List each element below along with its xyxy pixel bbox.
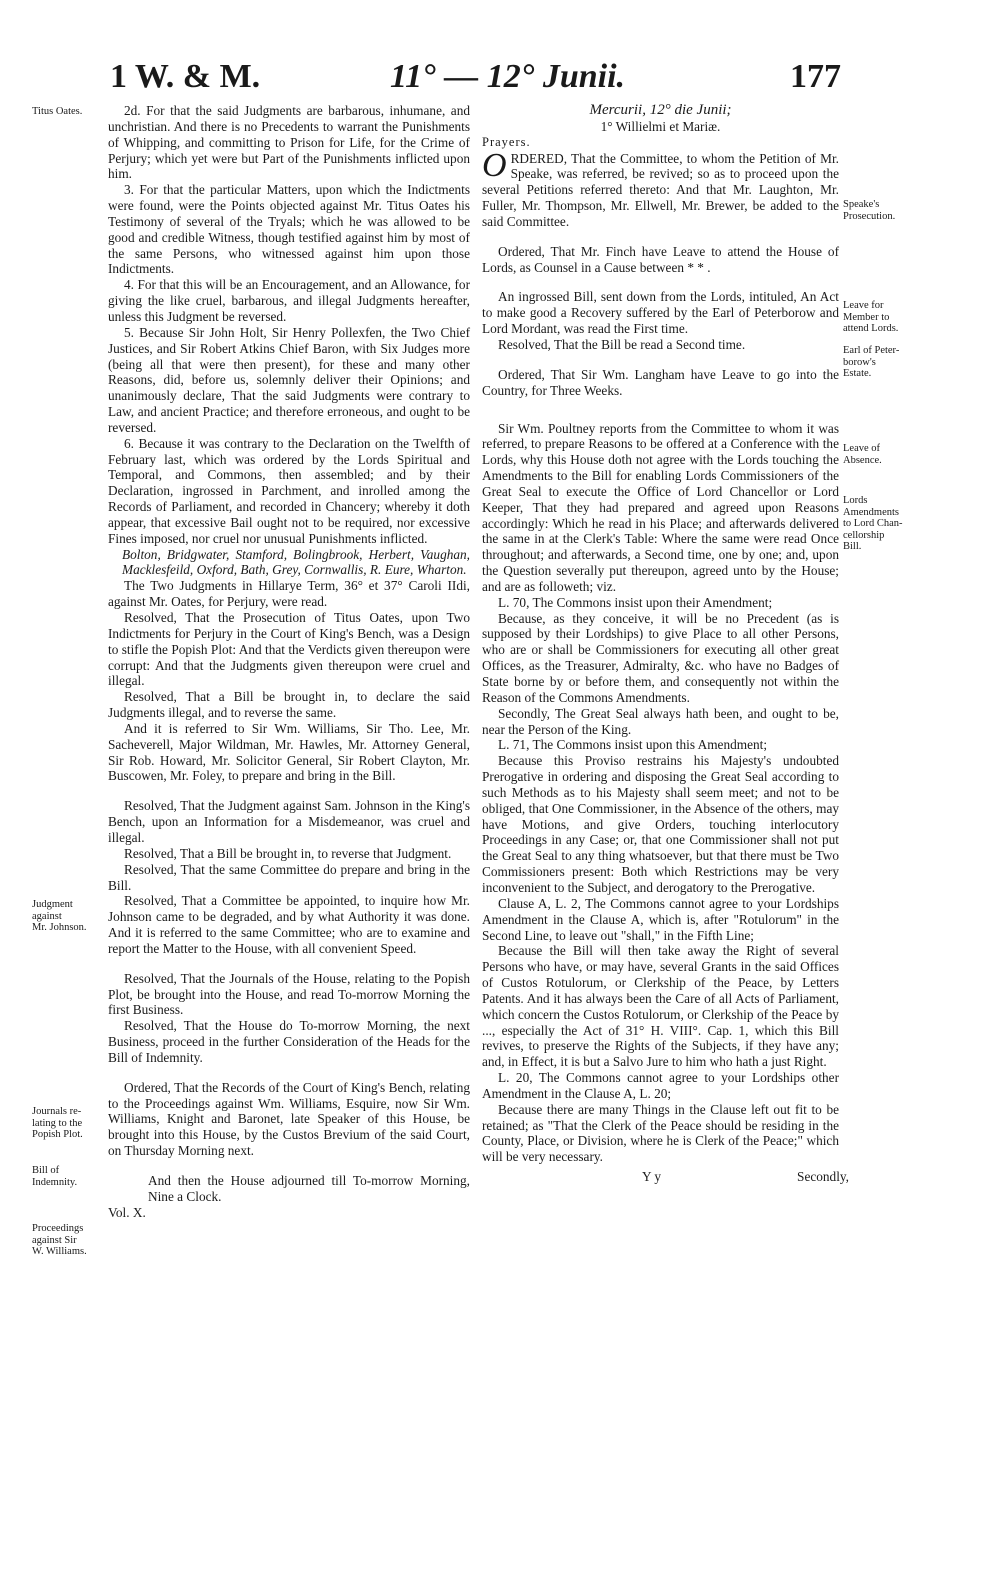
resolution-bill-oates: Resolved, That a Bill be brought in, to declare the said Judgments illegal, and to reverse the same. bbox=[108, 689, 470, 721]
resolution-same-committee: Resolved, That the same Committee do prepare and bring in the Bill. bbox=[108, 861, 470, 893]
signatory-lords: Bolton, Bridgwater, Stamford, Bolingbrook, Herbert, Vaughan, Macklesfeild, Oxford, Bath, Grey, Cornwallis, R. Eure, Wharton. bbox=[122, 546, 470, 578]
running-head-reign: 1 W. & M. bbox=[110, 58, 261, 95]
reason-fourth: 4. For that this will be an Encouragement, and an Allowance, for giving the like cruel, barbarous, and illegal Judgments hereafter, unless this Judgment be reversed. bbox=[108, 277, 470, 324]
resolution-second-reading: Resolved, That the Bill be read a Second time. bbox=[498, 336, 746, 352]
resolution-journals: Resolved, That the Journals of the House, relating to the Popish Plot, be brought into the House, and read To-morrow Morning the first Business. bbox=[108, 970, 470, 1018]
reason-great-seal: Secondly, The Great Seal always hath been, and ought to be, near the Person of the King. bbox=[482, 705, 839, 737]
reason-second: 2d. For that the said Judgments are barbarous, inhumane, and unchristian. And there is no Precedents to warrant the Punishments of Whipping, and committing to Prison for Life, for the Crime of Perjury; which yet were but Part of the Punishments inflicted upon him. bbox=[108, 103, 470, 182]
right-column bbox=[482, 102, 849, 1187]
sitting-date: Mercurii, 12° die Junii; bbox=[589, 102, 732, 118]
resolution-reverse-bill: Resolved, That a Bill be brought in, to reverse that Judgment. bbox=[124, 845, 452, 861]
regnal-year: 1° Willielmi et Mariæ. bbox=[600, 118, 721, 134]
drop-cap: O bbox=[482, 146, 507, 184]
margin-note-judgment-johnson: Judgment against Mr. Johnson. bbox=[32, 899, 87, 933]
margin-note-lords-amendments: Lords Amendments to Lord Chan- cellorship Bill. bbox=[843, 495, 903, 552]
margin-note-speake: Speake's Prosecution. bbox=[843, 199, 896, 222]
page-number: 177 bbox=[790, 58, 841, 95]
reason-l71: Because this Proviso restrains his Majesty's undoubted Prerogative in ordering and disposing the Great Seal according to such Methods as to his Majesty shall seem meet; and not to be obliged, that One Commissioner, in the Absence of the others, may have Motions, and give Orders, touching interlocutory Proceedings in any Case; or, that one Commissioner shall not put the Great Seal to any thing whatsoever, but that there must be Two Commissioners present: Both which Restrictions may be very inconvenient to the Subject, and derogatory to the Prerogative. bbox=[482, 753, 839, 895]
resolution-johnson-judgment: Resolved, That the Judgment against Sam. Johnson in the King's Bench, upon an Information for a Misdemeanor, was cruel and illegal. bbox=[108, 798, 470, 845]
margin-note-peterborow: Earl of Peter- borow's Estate. bbox=[843, 345, 900, 379]
reason-third: 3. For that the particular Matters, upon which the Indictments were found, were the Points objected against Mr. Titus Oates his Testimony of several of the Tryals; which he was allowed to be good and credible Witness, though testified against him by most of the same Persons, who witnessed against him upon those Indictments. bbox=[108, 182, 470, 277]
margin-note-leave-absence: Leave of Absence. bbox=[843, 443, 882, 466]
judgments-read: The Two Judgments in Hillarye Term, 36° et 37° Caroli IIdi, against Mr. Oates, for Perjury, were read. bbox=[108, 578, 470, 610]
resolution-oates-prosecution: Resolved, That the Prosecution of Titus Oates, upon Two Indictments for Perjury in the Court of King's Bench, was a Design to stifle the Popish Plot: And that the Verdicts given thereupon were corrupt: And that the Judgments given thereupon were cruel and illegal. bbox=[108, 610, 470, 689]
running-head-dates: 11° — 12° Junii. bbox=[390, 58, 626, 95]
clause-a-l2: Clause A, L. 2, The Commons cannot agree to your Lordships Amendment in the Clause A, which is, after "Rotulorum" in the Second Line, to leave out "shall," in the Fifth Line; bbox=[482, 895, 839, 943]
order-finch-leave: Ordered, That Mr. Finch have Leave to attend the House of Lords, as Counsel in a Cause between * * . bbox=[482, 243, 839, 275]
committee-referral: And it is referred to Sir Wm. Williams, Sir Tho. Lee, Mr. Sacheverell, Major Wildman, Mr. Hawles, Mr. Attorney General, Sir Rob. Howard, Mr. Solicitor General, Sir Robert Clayton, Mr. Buscowen, Mr. Foley, to prepare and bring in the Bill. bbox=[108, 720, 470, 784]
left-column bbox=[108, 103, 470, 1221]
order-speake-committee: ORDERED, That the Committee, to whom the Petition of Mr. Speake, was referred, be revived; so as to proceed upon the several Petitions referred thereto: And that Mr. Laughton, Mr. Fuller, Mr. Thompson, Mr. Ellwell, Mr. Brewer, be added to the said Committee. bbox=[482, 146, 839, 229]
amendment-l70: L. 70, The Commons insist upon their Amendment; bbox=[498, 594, 773, 610]
peterborow-bill: An ingrossed Bill, sent down from the Lords, intituled, An Act to make good a Recovery suffered by the Earl of Peterborow and Lord Mordant, was read the First time. bbox=[482, 289, 839, 337]
poultney-report: Sir Wm. Poultney reports from the Committee to whom it was referred, to prepare Reasons to be offered at a Conference with the Lords, why this House doth not agree with the Lords touching the Amendments to the Bill for enabling Lords Commissioners of the Great Seal to execute the Office of Lord Chancellor or Lord Keeper, That they had prepared and agreed upon Reasons accordingly: Which he read in his Place; and afterwards delivered the same in at the Clerk's Table: Where the same were read Once throughout; and afterwards, a Second time, one by one; and, upon the Question severally put thereupon, agreed unto by the House; and are as followeth; viz. bbox=[482, 420, 839, 594]
reason-fifth: 5. Because Sir John Holt, Sir Henry Pollexfen, the Two Chief Justices, and Sir Robert Atkins Chief Baron, with Six Judges more (being all that were then present), for these and many other Reasons, did, before us, solemnly deliver their Opinions; and unanimously declare, That the said Judgments were contrary to Law, and ancient Practice; and therefore erroneous, and ought to be reversed. bbox=[108, 324, 470, 435]
margin-note-titus-oates: Titus Oates. bbox=[32, 106, 83, 117]
signature-mark: Y y bbox=[642, 1169, 662, 1185]
resolution-indemnity: Resolved, That the House do To-morrow Morning, the next Business, proceed in the further Consideration of the Heads for the Bill of Indemnity. bbox=[108, 1018, 470, 1065]
amendment-l71: L. 71, The Commons insist upon this Amendment; bbox=[498, 737, 768, 753]
resolution-degradation-inquiry: Resolved, That a Committee be appointed, to inquire how Mr. Johnson came to be degraded, and by what Authority it was done. And it is referred to the same Committee; who are to examine and report the Matter to the House, with all convenient Speed. bbox=[108, 893, 470, 956]
volume-signature: Vol. X. bbox=[108, 1204, 146, 1220]
margin-note-leave-member: Leave for Member to attend Lords. bbox=[843, 300, 899, 334]
adjournment: And then the House adjourned till To-morrow Morning, Nine a Clock. bbox=[148, 1173, 470, 1204]
reason-clause-a-l2: Because the Bill will then take away the Right of several Persons who have, or may have, several Grants in the said Offices of Custos Rotulorum, or Clerkship of the Peace, by Letters Patents. And it has always been the Care of all Acts of Parliament, which concern the Custos Rotulorum, or Clerkship of the Peace by ..., especially the Act of 31° H. VIII°. Cap. 1, which this Bill revives, to preserve the Rights of the Subjects, if they have any; and, in Effect, it is but a Salvo Jure to him who hath a just Right. bbox=[482, 943, 839, 1070]
margin-note-proceedings-williams: Proceedings against Sir W. Williams. bbox=[32, 1223, 87, 1257]
prayers-heading: Prayers. bbox=[482, 134, 531, 149]
clause-a-l20: L. 20, The Commons cannot agree to your Lordships other Amendment in the Clause A, L. 20; bbox=[482, 1070, 839, 1101]
catchword: Secondly, bbox=[797, 1169, 849, 1185]
reason-clause-a-l20: Because there are many Things in the Clause left out fit to be retained; as "That the Clerk of the Peace should be residing in the County, Place, or Division, where he is Clerk of the Peace;" which will be very necessary. bbox=[482, 1101, 839, 1165]
margin-note-bill-indemnity: Bill of Indemnity. bbox=[32, 1165, 78, 1188]
order-langham-leave: Ordered, That Sir Wm. Langham have Leave to go into the Country, for Three Weeks. bbox=[482, 366, 839, 398]
reason-l70: Because, as they conceive, it will be no Precedent (as is supposed by their Lordships) to give Place to all other Persons, who are or shall be Commissioners for executing all other great Offices, as the Treasurer, Admiralty, &c. who have no Badges of State borne by or before them, and consequently not within the Reason of the Commons Amendments. bbox=[482, 610, 839, 705]
margin-note-journals: Journals re- lating to the Popish Plot. bbox=[32, 1106, 83, 1140]
reason-sixth: 6. Because it was contrary to the Declaration on the Twelfth of February last, which was ordered by the Lords Spiritual and Temporal, and Commons, then assembled; and by their Declaration, ingrossed in Parchment, and inrolled among the Records of Parliament, and recorded in Chancery; whereby it doth appear, that excessive Bail ought not to be required, nor excessive Fines imposed, nor cruel nor unusual Punishments inflicted. bbox=[108, 435, 470, 546]
order-kings-bench-records: Ordered, That the Records of the Court of King's Bench, relating to the Proceedings against Wm. Williams, Esquire, now Sir Wm. Williams, Knight and Baronet, late Speaker of this House, be brought into this House, by the Custos Brevium of the said Court, on Thursday Morning next. bbox=[108, 1079, 470, 1159]
